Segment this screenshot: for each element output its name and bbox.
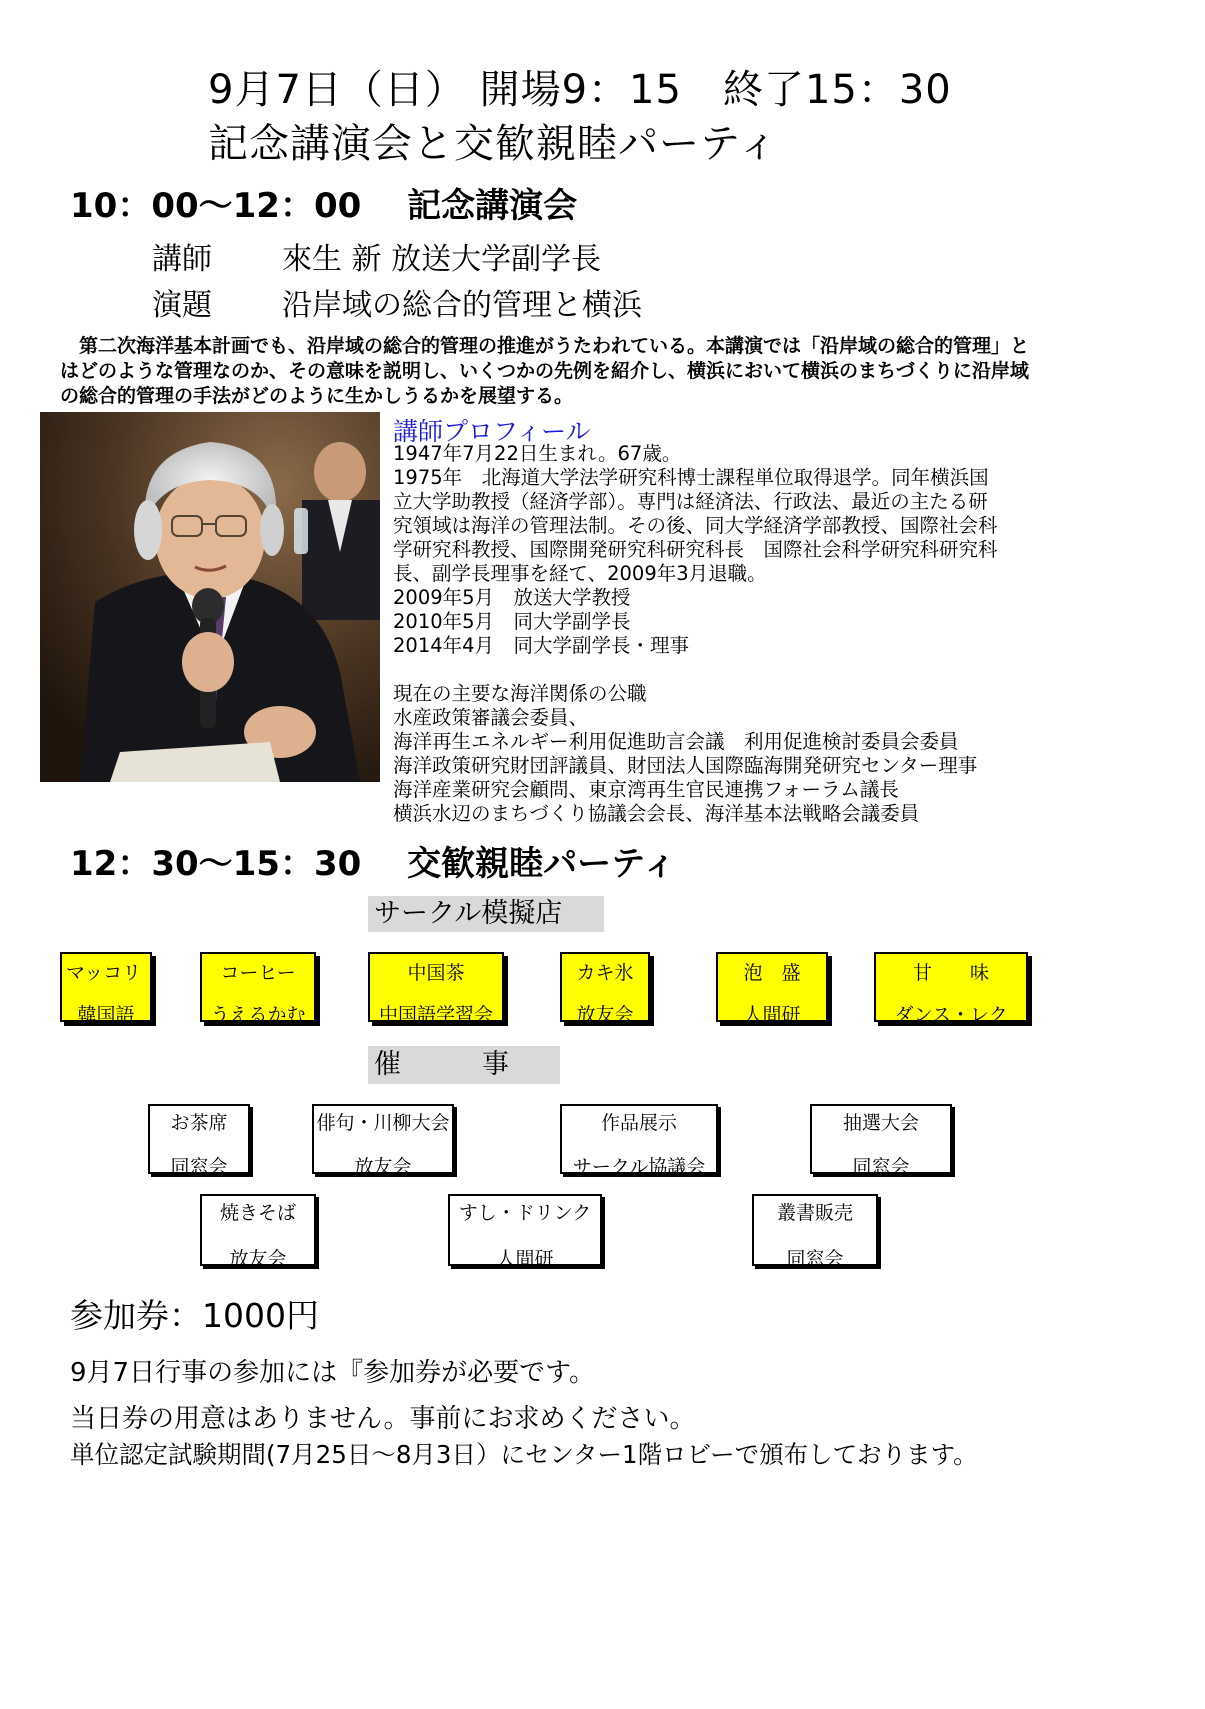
stall-group: 放友会	[576, 1004, 634, 1026]
ticket-price: 参加券：1000円	[70, 1296, 319, 1335]
profile-line: 2014年4月 同大学副学長・理事	[393, 634, 690, 657]
stall-group: 人間研	[743, 1004, 801, 1026]
event-title: 記念講演会と交歓親睦パーティ	[208, 121, 779, 167]
event-group: 人間研	[496, 1248, 554, 1270]
event-item: すし・ドリンク	[458, 1202, 592, 1224]
profile-line: 1947年7月22日生まれ。67歳。	[393, 442, 682, 465]
lecturer-label: 講師	[152, 242, 212, 277]
stall-item: コーヒー	[220, 962, 296, 984]
event-box	[312, 1104, 454, 1178]
topic-label: 演題	[152, 288, 212, 323]
lecture-time-title: 10：00〜12：00 記念講演会	[70, 186, 578, 226]
event-box	[200, 1194, 316, 1270]
lecture-intro: 第二次海洋基本計画でも、沿岸域の総合的管理の推進がうたわれている。本講演では「沿岸域の総合的管理」とはどのような管理なのか、その意味を説明し、いくつかの先例を紹介し、横浜において横浜のまちづくりに沿岸域の総合的管理の手法がどのように生かしうるかを展望する。	[60, 335, 1030, 407]
stall-box	[200, 952, 316, 1026]
event-group: 同窓会	[170, 1156, 228, 1178]
stall-box	[716, 952, 828, 1026]
stall-box	[368, 952, 504, 1026]
profile-title: 講師プロフィール	[393, 417, 591, 446]
stall-group: 中国語学習会	[378, 1004, 493, 1026]
event-box	[560, 1104, 718, 1178]
ticket-note: 当日券の用意はありません。事前にお求めください。	[70, 1404, 696, 1434]
event-item: 焼きそば	[219, 1202, 296, 1224]
stalls-heading: サークル模擬店	[368, 896, 604, 932]
profile-line: 2010年5月 同大学副学長	[393, 610, 631, 633]
profile-post: 水産政策審議会委員、	[393, 706, 589, 729]
profile-post: 海洋政策研究財団評議員、財団法人国際臨海開発研究センター理事	[393, 754, 978, 777]
stall-item: カキ氷	[576, 962, 634, 984]
profile-line: 学研究科教授、国際開発研究科研究科長 国際社会科学研究科研究科	[393, 538, 998, 561]
profile-post: 海洋再生エネルギー利用促進助言会議 利用促進検討委員会委員	[393, 730, 959, 753]
event-box	[148, 1104, 250, 1178]
event-item: お茶席	[170, 1112, 228, 1134]
stall-box	[560, 952, 650, 1026]
profile-line: 究領域は海洋の管理法制。その後、同大学経済学部教授、国際社会科	[393, 514, 998, 537]
stall-item: 甘 味	[912, 962, 989, 984]
stall-item: マッコリ	[66, 962, 142, 984]
event-group: 放友会	[229, 1248, 287, 1270]
event-box	[810, 1104, 952, 1178]
profile-posts-heading: 現在の主要な海洋関係の公職	[393, 682, 647, 705]
stall-item: 中国茶	[407, 962, 465, 984]
profile-post: 海洋産業研究会顧問、東京湾再生官民連携フォーラム議長	[393, 778, 899, 801]
event-item: 俳句・川柳大会	[316, 1112, 450, 1134]
stall-box	[60, 952, 152, 1026]
profile-line: 立大学助教授（経済学部）。専門は経済法、行政法、最近の主たる研	[393, 490, 988, 513]
profile-line: 長、副学長理事を経て、2009年3月退職。	[393, 562, 767, 585]
stall-group: 韓国語	[77, 1004, 135, 1026]
ticket-note: 9月7日行事の参加には『参加券が必要です。	[70, 1358, 596, 1388]
profile-line: 2009年5月 放送大学教授	[393, 586, 631, 609]
stall-group: ダンス・レク	[894, 1004, 1008, 1026]
event-group: 同窓会	[786, 1248, 844, 1270]
profile-post: 横浜水辺のまちづくり協議会会長、海洋基本法戦略会議委員	[393, 802, 920, 825]
event-group: 放友会	[354, 1156, 412, 1178]
event-group: サークル協議会	[572, 1156, 706, 1178]
event-item: 作品展示	[600, 1112, 677, 1134]
stall-box	[874, 952, 1028, 1026]
profile-line: 1975年 北海道大学法学研究科博士課程単位取得退学。同年横浜国	[393, 466, 989, 489]
stall-group: うえるかむ	[210, 1004, 306, 1026]
event-group: 同窓会	[852, 1156, 910, 1178]
event-box	[448, 1194, 602, 1270]
topic-value: 沿岸域の総合的管理と横浜	[282, 288, 642, 323]
stall-item: 泡 盛	[743, 962, 801, 984]
lecturer-photo	[40, 412, 380, 782]
event-item: 抽選大会	[842, 1112, 919, 1134]
lecturer-value: 來生 新 放送大学副学長	[282, 242, 602, 277]
event-item: 叢書販売	[776, 1202, 853, 1224]
ticket-note: 単位認定試験期間(7月25日〜8月3日）にセンター1階ロビーで頒布しております。	[70, 1440, 978, 1469]
party-time-title: 12：30〜15：30 交歓親睦パーティ	[70, 844, 677, 884]
events-heading: 催 事	[368, 1046, 560, 1084]
event-date-time: 9月7日（日） 開場9：15 終了15：30	[208, 67, 952, 113]
event-box	[752, 1194, 878, 1270]
